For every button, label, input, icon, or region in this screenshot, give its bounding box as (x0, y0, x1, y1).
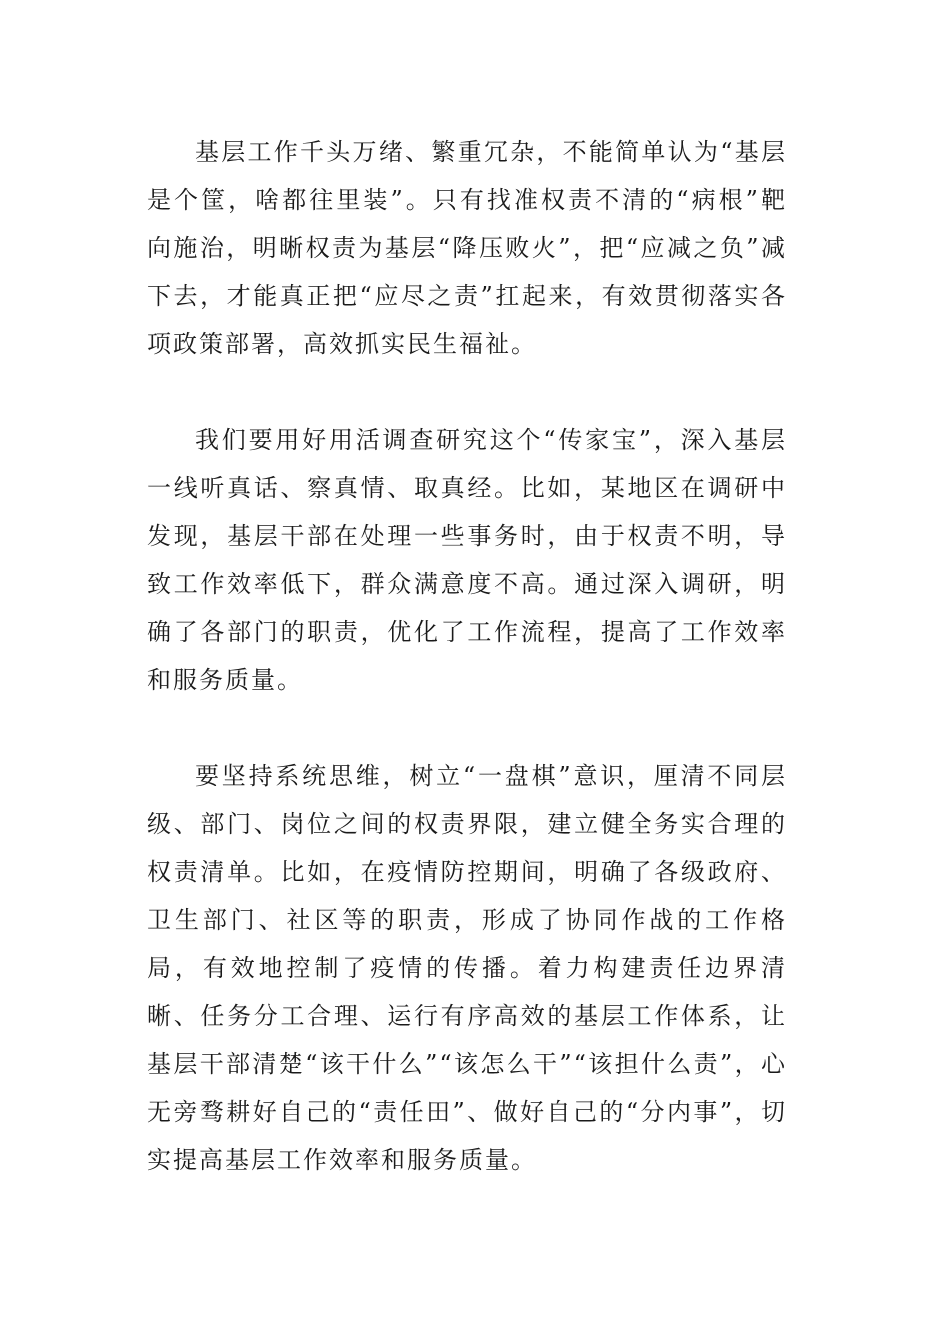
paragraph-3: 要坚持系统思维，树立“一盘棋”意识，厘清不同层级、部门、岗位之间的权责界限，建立健全务实合理的权责清单。比如，在疫情防控期间，明确了各级政府、卫生部门、社区等的职责，形成了协同作战的工作格局，有效地控制了疫情的传播。着力构建责任边界清晰、任务分工合理、运行有序高效的基层工作体系，让基层干部清楚“该干什么”“该怎么干”“该担什么责”，心无旁骛耕好自己的“责任田”、做好自己的“分内事”，切实提高基层工作效率和服务质量。 (147, 762, 787, 1174)
paragraph-1: 基层工作千头万绪、繁重冗杂，不能简单认为“基层是个筐，啥都往里装”。只有找准权责不清的“病根”靶向施治，明晰权责为基层“降压败火”，把“应减之负”减下去，才能真正把“应尽之责”扛起来，有效贯彻落实各项政策部署，高效抓实民生福祉。 (147, 138, 787, 358)
paragraph-2: 我们要用好用活调查研究这个“传家宝”，深入基层一线听真话、察真情、取真经。比如，某地区在调研中发现，基层干部在处理一些事务时，由于权责不明，导致工作效率低下，群众满意度不高。通过深入调研，明确了各部门的职责，优化了工作流程，提高了工作效率和服务质量。 (147, 426, 787, 694)
document-body (147, 128, 787, 1184)
